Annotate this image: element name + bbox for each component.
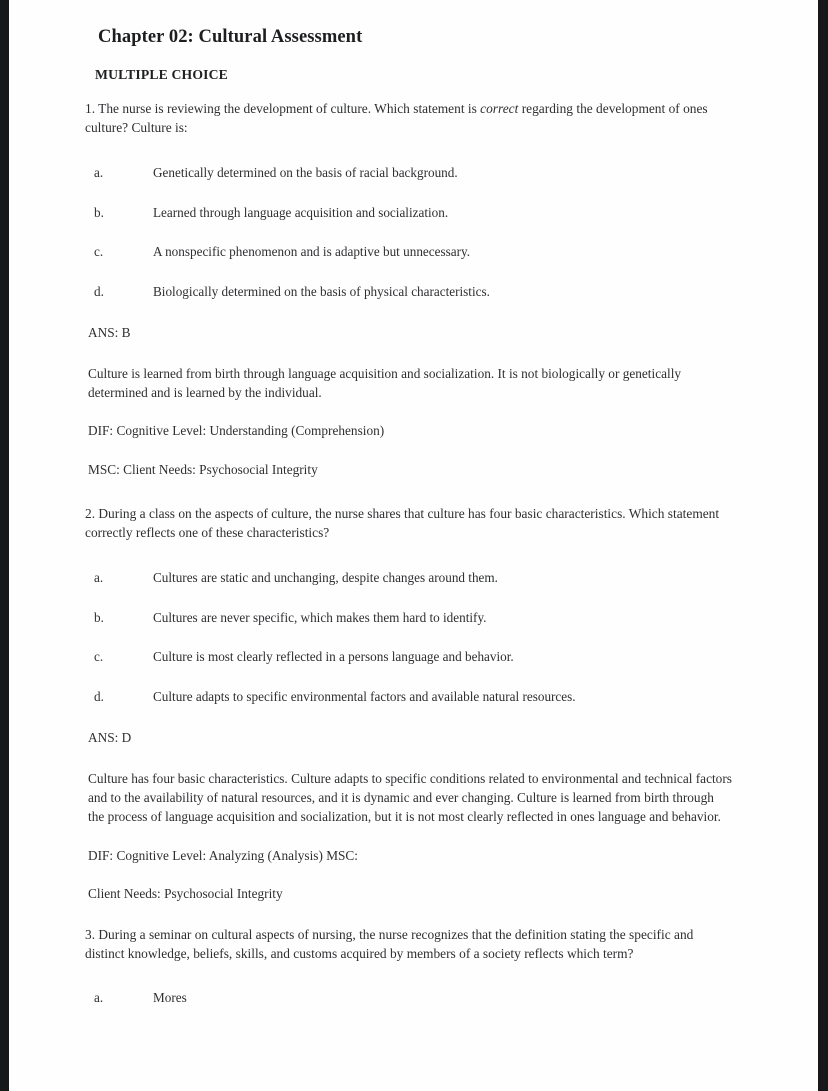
option-2-a[interactable] — [85, 547, 733, 587]
option-letter: b. — [94, 204, 104, 220]
option-text: Culture is most clearly reflected in a persons language and behavior. — [153, 649, 514, 665]
page-edge-band-right — [818, 0, 828, 1091]
option-letter: d. — [94, 689, 104, 705]
options-list-1 — [85, 142, 733, 301]
option-2-b[interactable] — [85, 587, 733, 627]
option-2-d[interactable] — [85, 666, 733, 706]
option-text: Culture adapts to specific environmental factors and available natural resources. — [153, 689, 576, 705]
page-edge-band-left — [0, 0, 9, 1091]
question-stem-1-part-b: regarding the development of ones culture? Culture is: — [85, 101, 708, 135]
options-list-3 — [85, 967, 733, 1007]
answer-key-1: ANS: B — [88, 324, 131, 340]
option-text: Biologically determined on the basis of physical characteristics. — [153, 284, 490, 300]
option-letter: c. — [94, 244, 104, 260]
rationale-2: Culture has four basic characteristics. Culture adapts to specific conditions related to environmental and technical factors and to the availability of natural resources, and it is dynamic and ever changing. Culture is learned from birth through the process of language acquisition and socialization, but it is not most clearly reflected in ones language and behavior. — [88, 770, 732, 825]
question-block-3 — [85, 926, 733, 1007]
option-text: Mores — [153, 990, 187, 1006]
msc-line-2: Client Needs: Psychosocial Integrity — [88, 886, 283, 902]
question-stem-1-italic: correct — [480, 101, 519, 117]
option-1-b[interactable] — [85, 182, 733, 222]
dif-line-1: DIF: Cognitive Level: Understanding (Comprehension) — [88, 423, 385, 439]
option-letter: a. — [94, 569, 104, 585]
section-heading: MULTIPLE CHOICE — [95, 67, 228, 83]
answer-key-2: ANS: D — [88, 730, 132, 746]
option-text: Cultures are never specific, which makes them hard to identify. — [153, 609, 487, 625]
page-sheet — [9, 0, 818, 1091]
option-text: A nonspecific phenomenon and is adaptive but unnecessary. — [153, 244, 471, 260]
option-3-a[interactable] — [85, 967, 733, 1007]
option-text: Cultures are static and unchanging, despite changes around them. — [153, 569, 498, 585]
option-letter: a. — [94, 990, 104, 1006]
question-spacer — [85, 479, 733, 505]
dif-line-2: DIF: Cognitive Level: Analyzing (Analysis) MSC: — [88, 847, 358, 863]
question-spacer — [85, 904, 733, 926]
option-letter: a. — [94, 164, 104, 180]
option-1-c[interactable] — [85, 221, 733, 261]
question-stem-1 — [85, 100, 733, 138]
msc-line-1: MSC: Client Needs: Psychosocial Integrity — [88, 461, 318, 477]
question-block-1 — [85, 100, 733, 479]
document-content — [85, 26, 733, 1007]
question-stem-1-part-a: 1. The nurse is reviewing the development of culture. Which statement is — [85, 101, 481, 117]
question-stem-3: 3. During a seminar on cultural aspects of nursing, the nurse recognizes that the definition stating the specific and distinct knowledge, beliefs, skills, and customs acquired by members of a society reflects which term? — [85, 926, 694, 961]
option-2-c[interactable] — [85, 626, 733, 666]
option-letter: b. — [94, 609, 104, 625]
options-list-2 — [85, 547, 733, 706]
page-title: Chapter 02: Cultural Assessment — [98, 27, 363, 47]
option-letter: d. — [94, 284, 104, 300]
question-block-2 — [85, 505, 733, 903]
rationale-1: Culture is learned from birth through language acquisition and socialization. It is not biologically or genetically determined and is learned by the individual. — [88, 365, 682, 400]
option-1-a[interactable] — [85, 142, 733, 182]
option-1-d[interactable] — [85, 261, 733, 301]
option-text: Genetically determined on the basis of racial background. — [153, 164, 458, 180]
option-text: Learned through language acquisition and socialization. — [153, 204, 449, 220]
option-letter: c. — [94, 649, 104, 665]
question-stem-2: 2. During a class on the aspects of culture, the nurse shares that culture has four basic characteristics. Which statement correctly reflects one of these characteristics? — [85, 506, 720, 541]
